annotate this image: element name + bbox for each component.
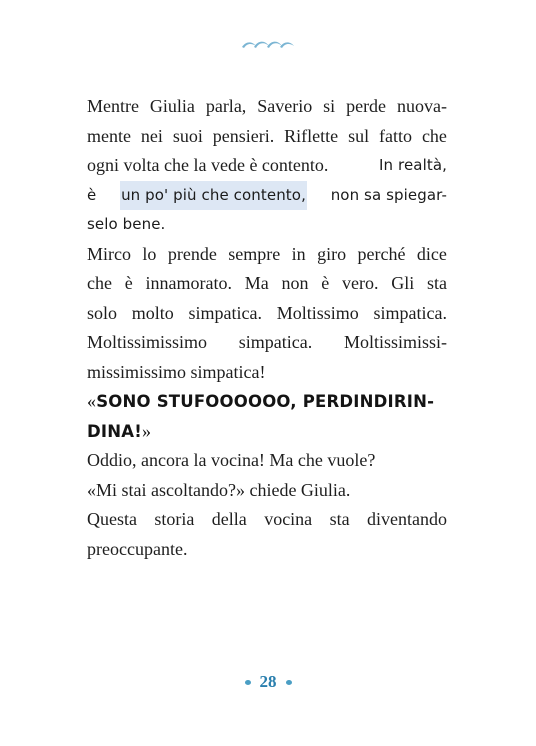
word: simpatica.	[373, 302, 447, 323]
word: diventando	[366, 509, 447, 529]
word: in	[291, 243, 306, 264]
word: Riflette	[284, 125, 339, 146]
shout-line-2	[87, 417, 447, 447]
word: lo	[142, 243, 157, 264]
body-text: ogni volta che la vede è contento.	[87, 155, 329, 175]
word: nei	[140, 125, 163, 146]
word: Saverio	[257, 96, 313, 116]
handwritten-text: non sa spiegar-	[330, 185, 447, 204]
word: storia	[154, 509, 195, 529]
wave-ornament-icon	[240, 38, 296, 50]
word: parla,	[205, 96, 247, 116]
word: giro	[317, 243, 347, 264]
word: nuova-	[396, 96, 447, 116]
word: mente	[87, 125, 131, 146]
word: pensieri.	[212, 125, 275, 146]
paragraph-2-line-5: missimissimo simpatica!	[87, 361, 266, 382]
paragraph-1-line-2	[87, 122, 447, 152]
word: che	[87, 273, 112, 293]
word: molto	[131, 302, 174, 323]
word: Mentre	[87, 96, 139, 116]
word: Gli	[391, 273, 415, 293]
word: sempre	[228, 243, 281, 264]
word: non	[281, 273, 309, 293]
word: è	[124, 273, 133, 293]
page-number: 28	[259, 672, 277, 691]
word: sta	[426, 273, 447, 293]
paragraph-1-line-3	[87, 151, 447, 181]
word: Ma	[244, 273, 269, 293]
word: Moltissimissi-	[343, 332, 447, 352]
page-body	[87, 92, 447, 564]
word: perché	[357, 243, 406, 264]
shout-line-1	[87, 387, 447, 417]
word: sul	[348, 125, 370, 146]
paragraph-2-line-2	[87, 269, 447, 299]
word: simpatica.	[188, 302, 262, 323]
word: vero.	[341, 273, 379, 293]
header-ornament	[0, 36, 536, 52]
dot-icon	[245, 680, 251, 685]
word: si	[323, 96, 336, 116]
shout-text: DINA!	[87, 421, 142, 441]
word: è	[321, 273, 330, 293]
paragraph-2-line-4	[87, 328, 447, 358]
word: Mirco	[87, 243, 131, 264]
word: innamorato.	[145, 273, 232, 293]
paragraph-2-line-3	[87, 299, 447, 329]
word: Moltissimo	[276, 302, 359, 323]
word: Moltissimissimo	[87, 332, 208, 352]
word: solo	[87, 302, 118, 323]
word: Questa	[87, 509, 137, 529]
page-footer	[0, 672, 536, 692]
paragraph-4: «Mi stai ascoltando?» chiede Giulia.	[87, 479, 351, 500]
word: della	[211, 509, 247, 529]
paragraph-1-line-1	[87, 92, 447, 122]
word: che	[421, 125, 447, 146]
paragraph-3: Oddio, ancora la vocina! Ma che vuole?	[87, 450, 376, 470]
paragraph-2-line-1	[87, 240, 447, 270]
close-quote: »	[141, 420, 152, 441]
paragraph-1-line-5: selo bene.	[87, 215, 166, 233]
handwritten-text: è	[87, 185, 97, 204]
word: vocina	[264, 509, 313, 529]
handwritten-text: In realtà,	[379, 156, 447, 174]
word: suoi	[172, 125, 203, 146]
word: perde	[346, 96, 387, 116]
word: fatto	[379, 125, 413, 146]
word: Giulia	[149, 96, 195, 116]
word: simpatica.	[238, 332, 313, 352]
open-quote: «	[87, 391, 97, 411]
highlighted-text: un po' più che contento,	[120, 181, 307, 211]
dot-icon	[286, 680, 292, 685]
shout-text: SONO STUFOOOOOO, PERDINDIRIN-	[96, 392, 435, 411]
word: dice	[416, 243, 447, 264]
paragraph-5-line-2: preoccupante.	[87, 538, 188, 559]
word: sta	[329, 509, 350, 529]
word: prende	[167, 243, 217, 264]
paragraph-1-line-4	[87, 181, 447, 211]
paragraph-5-line-1	[87, 505, 447, 535]
